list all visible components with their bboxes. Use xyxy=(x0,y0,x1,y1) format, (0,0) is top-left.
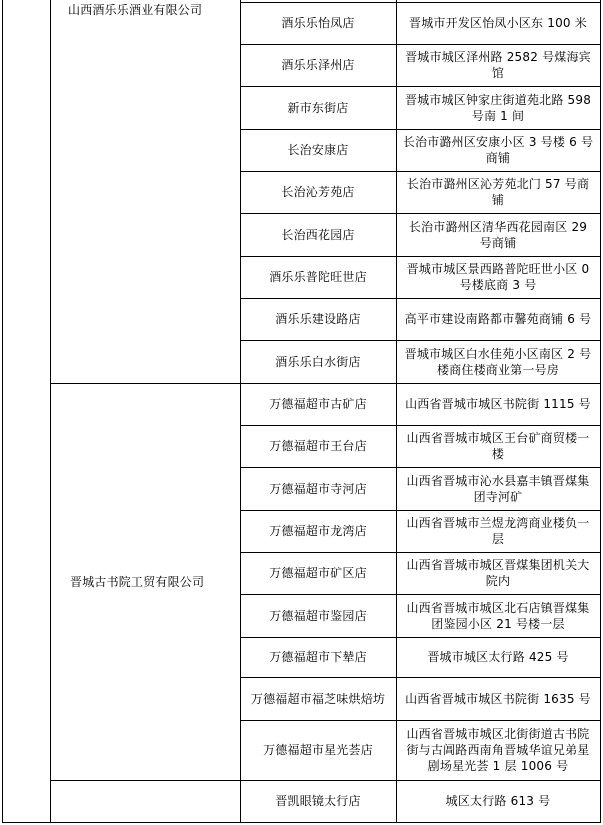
store-address: 山西省晋城市城区书院街 1115 号 xyxy=(405,397,591,411)
store-address: 晋城市城区泽州路 2582 号煤海宾馆 xyxy=(405,50,591,80)
store-address: 晋城市城区钟家庄街道苑北路 598 号南 1 间 xyxy=(404,92,592,123)
table-border-right xyxy=(600,0,601,823)
row-divider xyxy=(240,822,601,823)
store-address: 山西省晋城市兰煜龙湾商业楼负一层 xyxy=(406,516,590,546)
store-name: 万德福超市鉴园店 xyxy=(269,608,367,623)
store-name: 万德福超市福芝味烘焙坊 xyxy=(250,691,386,706)
store-address: 长治市潞州区沁芳苑北门 57 号商铺 xyxy=(406,177,590,207)
store-name: 酒乐乐建设路店 xyxy=(275,312,361,326)
store-name: 酒乐乐怡凤店 xyxy=(281,16,355,30)
store-name: 酒乐乐白水街店 xyxy=(275,354,361,369)
store-name: 晋凯眼镜太行店 xyxy=(275,794,361,808)
store-name: 万德福超市寺河店 xyxy=(269,481,367,496)
store-address: 山西省晋城市城区王台矿商贸楼一楼 xyxy=(406,431,590,461)
store-name: 长治沁芳苑店 xyxy=(281,185,355,199)
store-address: 晋城市开发区怡凤小区东 100 米 xyxy=(409,16,587,30)
store-name: 万德福超市龙湾店 xyxy=(269,524,367,538)
store-name: 万德福超市下辇店 xyxy=(269,650,367,664)
company-name: 晋城古书院工贸有限公司 xyxy=(70,574,205,589)
store-address: 山西省晋城市城区北石店镇晋煤集团鉴园小区 21 号楼一层 xyxy=(406,600,590,631)
store-address: 长治市潞州区安康小区 3 号楼 6 号商铺 xyxy=(402,135,594,165)
company-name xyxy=(50,780,240,822)
table-border-bottom xyxy=(2,822,51,823)
store-address: 高平市建设南路都市馨苑商铺 6 号 xyxy=(404,312,592,326)
table-border-left xyxy=(2,0,3,823)
store-address: 山西省晋城市城区北街街道古书院街与古阊路西南角晋城华谊兄弟星剧场星光荟 1 层 1006 号 xyxy=(406,727,590,773)
store-name: 万德福超市矿区店 xyxy=(269,566,367,580)
store-name: 酒乐乐普陀旺世店 xyxy=(269,270,367,284)
store-address: 晋城市城区景西路普陀旺世小区 0 号楼底商 3 号 xyxy=(406,262,590,292)
store-name: 长治安康店 xyxy=(287,143,349,157)
store-address: 山西省晋城市城区书院街 1635 号 xyxy=(405,691,591,706)
store-address: 山西省晋城市沁水县嘉丰镇晋煤集团寺河矿 xyxy=(406,473,590,504)
store-name: 酒乐乐泽州店 xyxy=(281,58,355,72)
store-address: 晋城市城区太行路 425 号 xyxy=(427,650,569,664)
store-name: 万德福超市星光荟店 xyxy=(263,743,373,757)
store-name: 长治西花园店 xyxy=(281,227,355,242)
company-name: 山西酒乐乐酒业有限公司 xyxy=(68,3,203,17)
store-name: 万德福超市古矿店 xyxy=(269,397,367,411)
store-address: 城区太行路 613 号 xyxy=(445,794,551,808)
store-address: 长治市潞州区清华西花园南区 29 号商铺 xyxy=(408,219,588,250)
store-name: 新市东街店 xyxy=(287,100,349,115)
store-address: 山西省晋城市城区晋煤集团机关大院内 xyxy=(406,558,590,588)
store-name: 万德福超市王台店 xyxy=(269,439,367,453)
store-address: 晋城市城区白水佳苑小区南区 2 号楼商住楼商业第一号房 xyxy=(404,346,592,377)
